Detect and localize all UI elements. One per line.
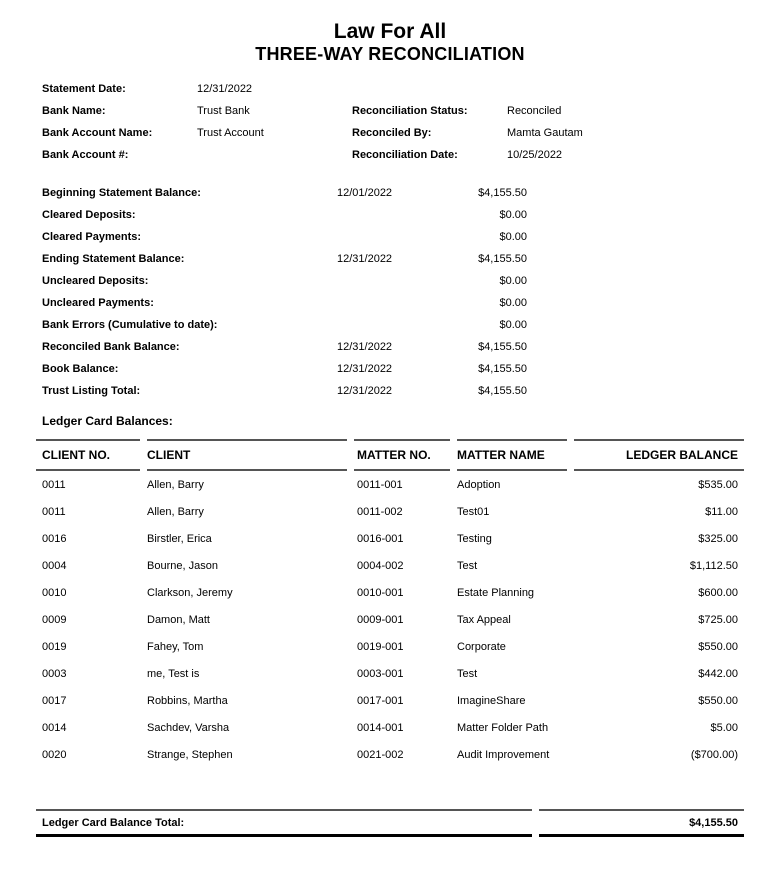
info-field-label: Reconciled By:: [352, 127, 432, 139]
matter-no-cell: 0019-001: [357, 640, 404, 653]
ledger-table-row: [36, 606, 744, 633]
balance-amount: $4,155.50: [478, 385, 527, 397]
matter-name-cell: Adoption: [457, 478, 501, 491]
info-field-value: Reconciled: [507, 105, 562, 117]
client-cell: Birstler, Erica: [147, 532, 212, 545]
balance-label: Trust Listing Total:: [42, 385, 141, 397]
balance-row: [36, 292, 744, 314]
client-cell: Sachdev, Varsha: [147, 721, 230, 734]
matter-name-cell: Audit Improvement: [457, 748, 550, 761]
info-row: [36, 144, 744, 166]
column-header-client: CLIENT: [147, 439, 347, 471]
ledger-table-row: [36, 633, 744, 660]
info-field-label: Bank Account #:: [42, 149, 129, 161]
balance-amount: $4,155.50: [478, 363, 527, 375]
client-no-cell: 0020: [42, 748, 67, 761]
column-header-matter-name: MATTER NAME: [457, 439, 567, 471]
ledger-balance-cell: $442.00: [698, 667, 738, 680]
balance-amount: $4,155.50: [478, 187, 527, 199]
matter-name-cell: Test: [457, 667, 478, 680]
ledger-table-row: [36, 579, 744, 606]
matter-no-cell: 0011-002: [357, 505, 403, 518]
balance-row: [36, 380, 744, 402]
ledger-total-row: [36, 809, 744, 837]
ledger-balance-cell: ($700.00): [690, 748, 738, 761]
info-field-label: Bank Name:: [42, 105, 106, 117]
client-cell: Allen, Barry: [147, 505, 204, 518]
ledger-table-header: [36, 439, 744, 471]
balance-row: [36, 182, 744, 204]
client-no-cell: 0004: [42, 559, 67, 572]
client-cell: Fahey, Tom: [147, 640, 204, 653]
balance-row: [36, 336, 744, 358]
balance-row: [36, 226, 744, 248]
info-field-value: Trust Bank: [197, 105, 250, 117]
balance-date: 12/01/2022: [337, 187, 393, 199]
balance-label: Book Balance:: [42, 363, 119, 375]
ledger-table-row: [36, 687, 744, 714]
balance-amount: $0.00: [499, 319, 527, 331]
ledger-balance-cell: $5.00: [710, 721, 738, 734]
info-field-value: Trust Account: [197, 127, 264, 139]
matter-no-cell: 0017-001: [357, 694, 404, 707]
client-no-cell: 0017: [42, 694, 67, 707]
client-cell: me, Test is: [147, 667, 200, 680]
info-field-label: Bank Account Name:: [42, 127, 153, 139]
info-row: [36, 78, 744, 100]
client-cell: Robbins, Martha: [147, 694, 228, 707]
balance-amount: $4,155.50: [478, 341, 527, 353]
client-cell: Strange, Stephen: [147, 748, 233, 761]
ledger-table-row: [36, 714, 744, 741]
client-cell: Clarkson, Jeremy: [147, 586, 233, 599]
ledger-table-body: [36, 471, 744, 768]
matter-name-cell: Test01: [457, 505, 490, 518]
ledger-balance-cell: $550.00: [698, 694, 738, 707]
balance-amount: $0.00: [499, 297, 527, 309]
client-no-cell: 0019: [42, 640, 67, 653]
balance-summary-section: [36, 182, 744, 402]
balance-amount: $0.00: [499, 275, 527, 287]
ledger-table-row: [36, 660, 744, 687]
client-cell: Damon, Matt: [147, 613, 210, 626]
info-row: [36, 100, 744, 122]
info-field-label: Reconciliation Date:: [352, 149, 458, 161]
client-no-cell: 0016: [42, 532, 67, 545]
ledger-section-heading: Ledger Card Balances:: [42, 414, 173, 428]
balance-row: [36, 204, 744, 226]
matter-name-cell: Matter Folder Path: [457, 721, 549, 734]
client-no-cell: 0010: [42, 586, 67, 599]
ledger-table-row: [36, 741, 744, 768]
client-cell: Allen, Barry: [147, 478, 204, 491]
matter-no-cell: 0010-001: [357, 586, 404, 599]
balance-label: Cleared Deposits:: [42, 209, 136, 221]
column-header-matter-no: MATTER NO.: [354, 439, 450, 471]
matter-no-cell: 0016-001: [357, 532, 404, 545]
balance-label: Beginning Statement Balance:: [42, 187, 201, 199]
balance-amount: $0.00: [499, 231, 527, 243]
balance-label: Reconciled Bank Balance:: [42, 341, 180, 353]
balance-amount: $4,155.50: [478, 253, 527, 265]
ledger-balance-cell: $550.00: [698, 640, 738, 653]
matter-no-cell: 0011-001: [357, 478, 403, 491]
balance-date: 12/31/2022: [337, 385, 393, 397]
matter-name-cell: Tax Appeal: [457, 613, 511, 626]
balance-row: [36, 314, 744, 336]
matter-no-cell: 0014-001: [357, 721, 404, 734]
total-amount: $4,155.50: [539, 809, 744, 837]
info-field-value: 10/25/2022: [507, 149, 563, 161]
client-no-cell: 0003: [42, 667, 67, 680]
client-no-cell: 0011: [42, 505, 66, 518]
balance-label: Uncleared Payments:: [42, 297, 154, 309]
ledger-table-row: [36, 498, 744, 525]
client-no-cell: 0009: [42, 613, 67, 626]
balance-label: Bank Errors (Cumulative to date):: [42, 319, 218, 331]
balance-row: [36, 270, 744, 292]
info-field-label: Statement Date:: [42, 83, 126, 95]
report-subtitle: THREE-WAY RECONCILIATION: [255, 44, 525, 64]
ledger-balance-cell: $600.00: [698, 586, 738, 599]
balance-row: [36, 248, 744, 270]
balance-label: Cleared Payments:: [42, 231, 142, 243]
info-field-value: 12/31/2022: [197, 83, 253, 95]
matter-name-cell: Estate Planning: [457, 586, 535, 599]
balance-amount: $0.00: [499, 209, 527, 221]
info-field-label: Reconciliation Status:: [352, 105, 468, 117]
ledger-table-row: [36, 525, 744, 552]
balance-date: 12/31/2022: [337, 253, 393, 265]
client-no-cell: 0014: [42, 721, 67, 734]
client-cell: Bourne, Jason: [147, 559, 218, 572]
matter-name-cell: ImagineShare: [457, 694, 526, 707]
balance-date: 12/31/2022: [337, 341, 393, 353]
ledger-table-row: [36, 552, 744, 579]
info-field-value: Mamta Gautam: [507, 127, 583, 139]
balance-date: 12/31/2022: [337, 363, 393, 375]
column-header-client-no: CLIENT NO.: [36, 439, 140, 471]
matter-no-cell: 0009-001: [357, 613, 404, 626]
ledger-balance-cell: $1,112.50: [689, 559, 738, 572]
column-header-ledger-balance: LEDGER BALANCE: [574, 439, 744, 471]
balance-label: Uncleared Deposits:: [42, 275, 149, 287]
report-title: Law For All: [333, 20, 447, 43]
ledger-balance-cell: $11.00: [705, 505, 738, 518]
statement-info-section: [36, 78, 744, 166]
ledger-balance-cell: $725.00: [698, 613, 738, 626]
ledger-balance-cell: $325.00: [698, 532, 738, 545]
matter-name-cell: Testing: [457, 532, 492, 545]
ledger-table-row: [36, 471, 744, 498]
info-row: [36, 122, 744, 144]
matter-name-cell: Corporate: [457, 640, 506, 653]
matter-no-cell: 0003-001: [357, 667, 404, 680]
client-no-cell: 0011: [42, 478, 66, 491]
balance-label: Ending Statement Balance:: [42, 253, 185, 265]
total-label: Ledger Card Balance Total:: [36, 809, 532, 837]
matter-no-cell: 0021-002: [357, 748, 404, 761]
balance-row: [36, 358, 744, 380]
matter-name-cell: Test: [457, 559, 478, 572]
ledger-balance-cell: $535.00: [698, 478, 738, 491]
matter-no-cell: 0004-002: [357, 559, 404, 572]
